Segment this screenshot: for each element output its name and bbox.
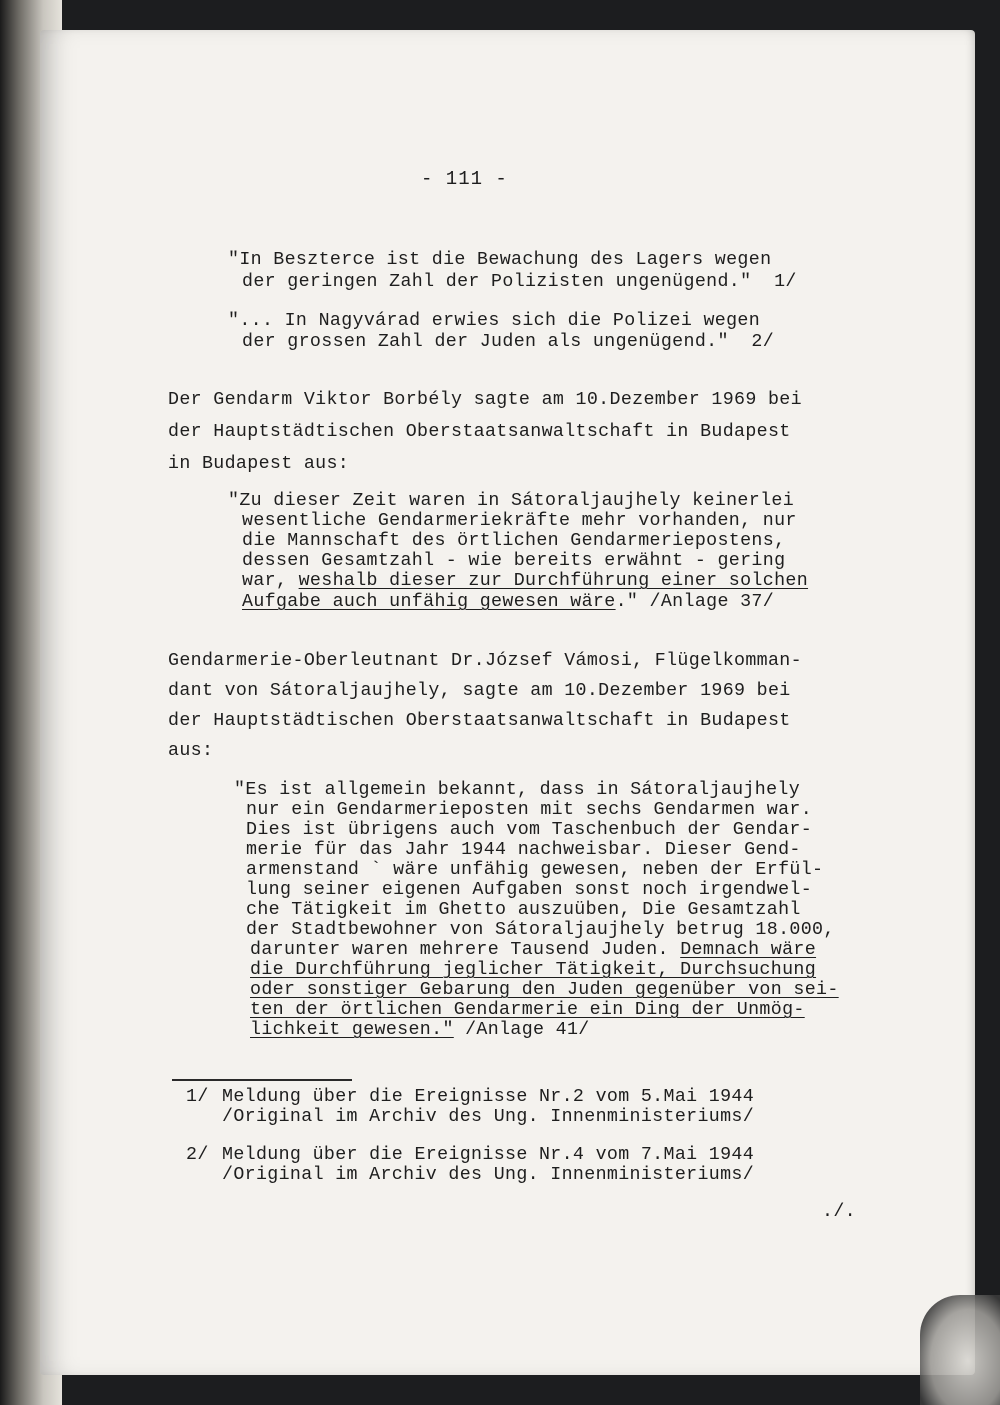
- footnote-line: /Original im Archiv des Ung. Innenministeriums/: [222, 1165, 755, 1185]
- quote-line: [250, 961, 816, 979]
- underlined-text: Aufgabe auch unfähig gewesen wäre: [242, 592, 616, 612]
- footnote-line: /Original im Archiv des Ung. Innenministeriums/: [222, 1107, 755, 1127]
- page-corner-shadow: [920, 1295, 1000, 1405]
- quote-line: nur ein Gendarmerieposten mit sechs Gendarmen war.: [246, 800, 813, 820]
- footnote-separator: [172, 1079, 352, 1081]
- quote-line: [250, 1001, 805, 1019]
- quote-line: [250, 1021, 590, 1039]
- footnote-marker: 1/: [186, 1087, 209, 1107]
- citation-anlage: ." /Anlage 37/: [615, 592, 775, 612]
- quote-text: darunter waren mehrere Tausend Juden.: [250, 940, 681, 960]
- paragraph-line: der Hauptstädtischen Oberstaatsanwaltschaft in Budapest: [168, 422, 791, 442]
- underlined-text: ten der örtlichen Gendarmerie ein Ding der Unmög-: [250, 1000, 805, 1020]
- quote-line: [242, 572, 808, 590]
- citation-anlage: /Anlage 41/: [453, 1020, 590, 1040]
- quote-line: "... In Nagyvárad erwies sich die Polizei wegen: [228, 311, 761, 331]
- underlined-text: oder sonstiger Gebarung den Juden gegenüber von sei-: [250, 980, 839, 1000]
- paragraph-line: der Hauptstädtischen Oberstaatsanwaltschaft in Budapest: [168, 711, 791, 731]
- underlined-text: Demnach wäre: [680, 940, 817, 960]
- paragraph-line: Der Gendarm Viktor Borbély sagte am 10.Dezember 1969 bei: [168, 390, 802, 410]
- paragraph-line: aus:: [168, 741, 214, 761]
- quote-line: lung seiner eigenen Aufgaben sonst noch irgendwel-: [246, 880, 813, 900]
- underlined-text: die Durchführung jeglicher Tätigkeit, Durchsuchung: [250, 960, 817, 980]
- underlined-text: lichkeit gewesen.": [250, 1020, 454, 1040]
- quote-line: der geringen Zahl der Polizisten ungenügend." 1/: [242, 272, 797, 292]
- underlined-text: weshalb dieser zur Durchführung einer solchen: [298, 571, 809, 591]
- quote-line: che Tätigkeit im Ghetto auszuüben, Die Gesamtzahl: [246, 900, 801, 920]
- quote-line: "In Beszterce ist die Bewachung des Lagers wegen: [228, 250, 772, 270]
- quote-line: armenstand ` wäre unfähig gewesen, neben der Erfül-: [246, 860, 824, 880]
- quote-line: [250, 941, 816, 959]
- paragraph-line: Gendarmerie-Oberleutnant Dr.József Vámosi, Flügelkomman-: [168, 651, 802, 671]
- quote-line: wesentliche Gendarmeriekräfte mehr vorhanden, nur: [242, 511, 797, 531]
- quote-line: der Stadtbewohner von Sátoraljaujhely betrug 18.000,: [246, 920, 835, 940]
- footnote-marker: 2/: [186, 1145, 209, 1165]
- quote-text: war,: [242, 571, 299, 591]
- paragraph-line: dant von Sátoraljaujhely, sagte am 10.Dezember 1969 bei: [168, 681, 791, 701]
- quote-line: die Mannschaft des örtlichen Gendarmeriepostens,: [242, 531, 786, 551]
- continuation-mark: ./.: [822, 1202, 856, 1222]
- footnote-line: Meldung über die Ereignisse Nr.2 vom 5.Mai 1944: [222, 1087, 755, 1107]
- page-number: - 111 -: [421, 168, 508, 190]
- quote-line: merie für das Jahr 1944 nachweisbar. Dieser Gend-: [246, 840, 801, 860]
- quote-line: [250, 981, 839, 999]
- quote-line: "Es ist allgemein bekannt, dass in Sátoraljaujhely: [234, 780, 801, 800]
- paragraph-line: in Budapest aus:: [168, 454, 350, 474]
- footnote-line: Meldung über die Ereignisse Nr.4 vom 7.Mai 1944: [222, 1145, 755, 1165]
- quote-line: dessen Gesamtzahl - wie bereits erwähnt - gering: [242, 551, 786, 571]
- quote-line: "Zu dieser Zeit waren in Sátoraljaujhely keinerlei: [228, 491, 795, 511]
- quote-line: der grossen Zahl der Juden als ungenügend." 2/: [242, 332, 775, 352]
- quote-line: Dies ist übrigens auch vom Taschenbuch der Gendar-: [246, 820, 813, 840]
- quote-line: [242, 593, 774, 611]
